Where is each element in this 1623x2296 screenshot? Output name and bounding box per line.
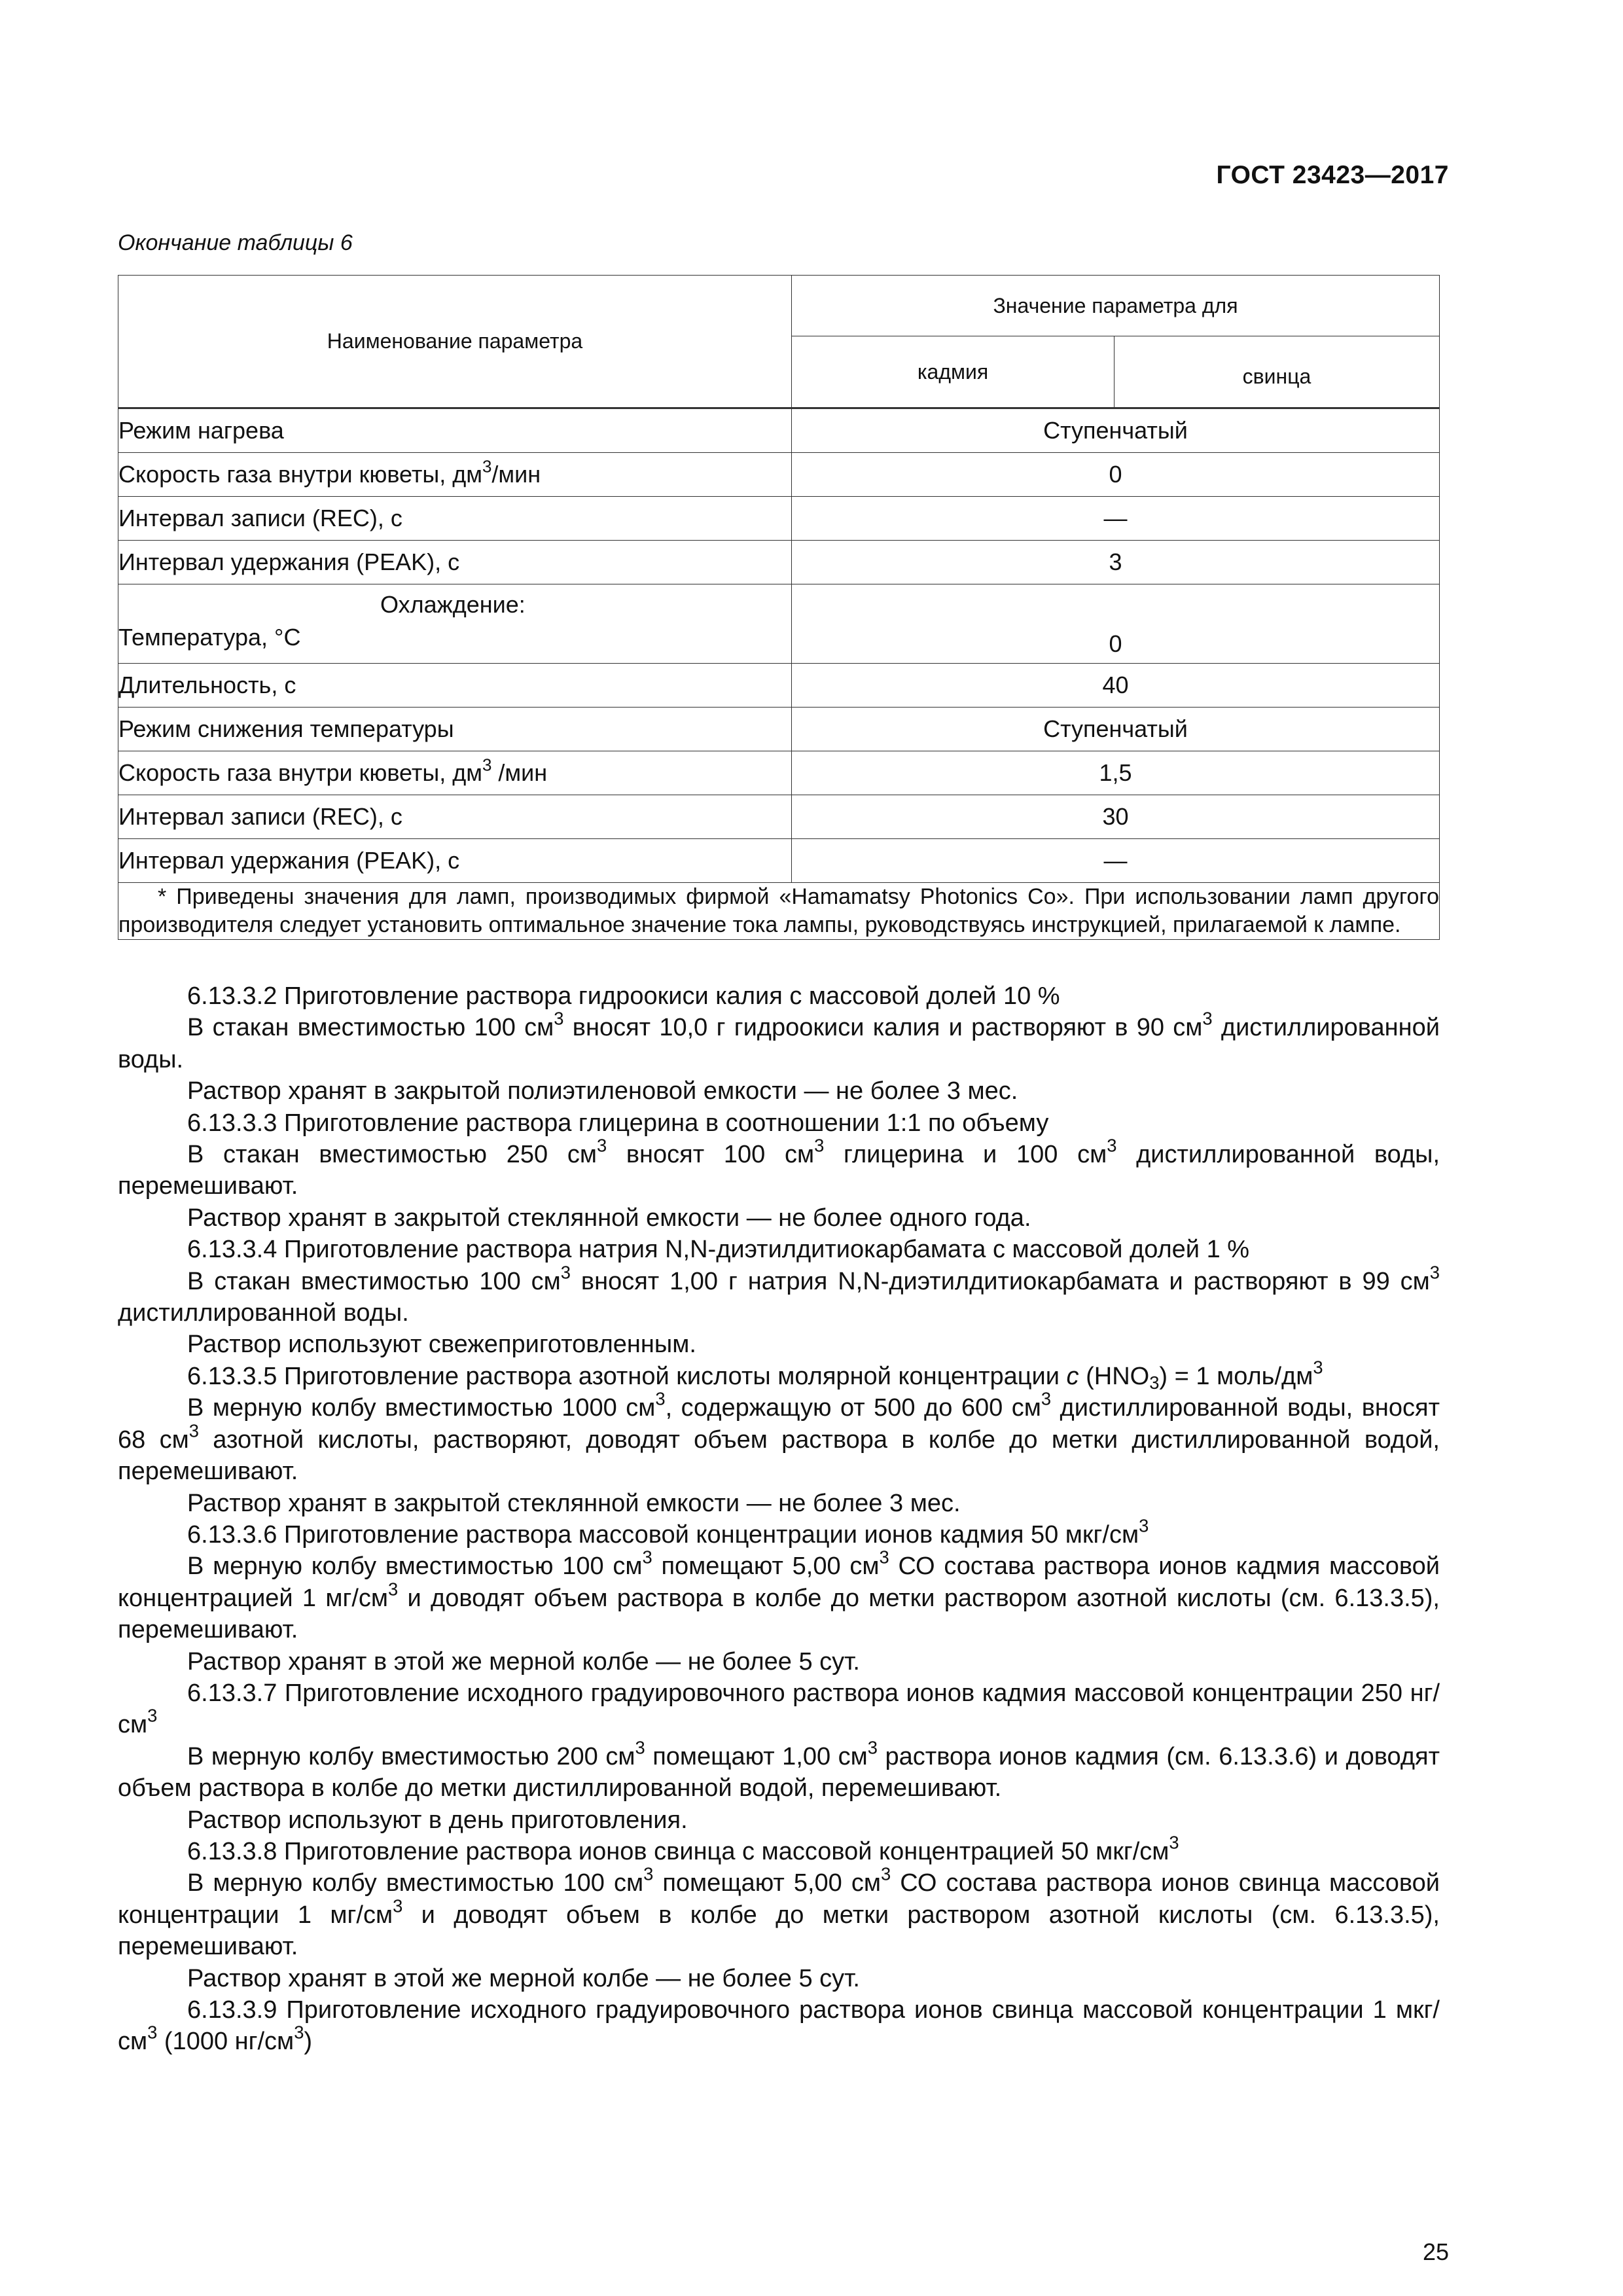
page-number: 25 [1422,2238,1449,2265]
paragraph: В мерную колбу вместимостью 100 $см^3$ помещают 5,00 $см^3$ СО состава раствора ионов свинца массовой концентрации 1 $мг/см^3$ и доводят объем в колбе до метки раствором азотной кислоты (см. 6.13.3.5), перемешивают. [118,1863,1440,1961]
col-header-group: Значение параметра для [792,276,1440,336]
param-name: Интервал удержания (PEAK), с [118,839,792,883]
table-row [118,664,1440,708]
parameters-table [118,275,1440,940]
col-header-name: Наименование параметра [118,276,792,408]
paragraph: Раствор хранят в закрытой стеклянной емкости — не более одного года. [187,1204,1031,1232]
section-heading: 6.13.3.9 Приготовление исходного градуировочного раствора ионов свинца массовой концентрации 1 мкг/$см^3$ (1000 $нг/см^3$) [118,1996,1440,2056]
paragraph: Раствор используют в день приготовления. [187,1806,688,1834]
section-heading: 6.13.3.3 Приготовление раствора глицерина в соотношении 1:1 по объему [187,1109,1049,1137]
table-footnote-row [118,883,1440,940]
table-row [118,453,1440,497]
param-value: 1,5 [792,751,1440,795]
table-row [118,497,1440,541]
section-heading: 6.13.3.7 Приготовление исходного градуировочного раствора ионов кадмия массовой концентрации 250 $нг/см^3$ [118,1679,1440,1739]
section-heading: 6.13.3.6 Приготовление раствора массовой концентрации ионов кадмия 50 мкг/$см^3$ [187,1515,1149,1549]
paragraph: В стакан вместимостью 250 $см^3$ вносят 100 $см^3$ глицерина и 100 $см^3$ дистиллированной воды, перемешивают. [118,1135,1440,1200]
param-value: 3 [792,541,1440,584]
param-name: Скорость газа внутри кюветы, $дм^3$/мин [118,453,792,497]
paragraph: Раствор хранят в закрытой стеклянной емкости — не более 3 мес. [187,1489,961,1517]
param-value: 40 [792,664,1440,708]
section-heading: 6.13.3.5 Приготовление раствора азотной кислоты молярной концентрации c $(HNO_3) = 1$ моль/$дм^3$ [187,1357,1323,1393]
param-name: Интервал записи (REC), с [118,497,792,541]
paragraph: Раствор используют свежеприготовленным. [187,1331,696,1359]
col-header-lead: свинца [1115,336,1440,408]
paragraph: В мерную колбу вместимостью 100 $см^3$ помещают 5,00 $см^3$ СО состава раствора ионов кадмия массовой концентрацией 1 $мг/см^3$ и доводят объем раствора в колбе до метки раствором азотной кислоты (см. 6.13.3.5), перемешивают. [118,1547,1440,1644]
standard-designation: ГОСТ 23423—2017 [1216,161,1449,189]
paragraph: В мерную колбу вместимостью 1000 $см^3$, содержащую от 500 до 600 $см^3$ дистиллированной воды, вносят 68 $см^3$ азотной кислоты, растворяют, доводят объем раствора в колбе до метки дистиллированной водой, перемешивают. [118,1388,1440,1486]
param-name: Интервал удержания (PEAK), с [118,541,792,584]
param-name: Интервал записи (REC), с [118,795,792,839]
table-row [118,751,1440,795]
section-heading: 6.13.3.2 Приготовление раствора гидроокиси калия с массовой долей 10 % [187,982,1060,1010]
table-row [118,584,1440,664]
param-value: 0 [792,584,1440,664]
param-name: Охлаждение: Температура, °C [118,584,792,664]
paragraph: В стакан вместимостью 100 $см^3$ вносят 1,00 г натрия N,N-диэтилдитиокарбамата и растворяют в 99 $см^3$ дистиллированной воды. [118,1262,1440,1327]
section-heading: 6.13.3.8 Приготовление раствора ионов свинца с массовой концентрацией 50 мкг/$см^3$ [187,1832,1179,1865]
param-value: — [792,497,1440,541]
param-value: Ступенчатый [792,408,1440,453]
paragraph: Раствор хранят в этой же мерной колбе — не более 5 сут. [187,1647,860,1676]
paragraph: В стакан вместимостью 100 $см^3$ вносят 10,0 г гидроокиси калия и растворяют в 90 $см^3$ дистиллированной воды. [118,1009,1440,1073]
paragraph: В мерную колбу вместимостью 200 $см^3$ помещают 1,00 $см^3$ раствора ионов кадмия (см. 6.13.3.6) и доводят объем раствора в колбе до метки дистиллированной водой, перемешивают. [118,1737,1440,1803]
cooling-title: Охлаждение: [380,591,526,618]
param-name: Скорость газа внутри кюветы, $дм^3$ /мин [118,751,792,795]
param-name: Режим нагрева [118,408,792,453]
table-row [118,839,1440,883]
param-value: Ступенчатый [792,708,1440,751]
param-value: 30 [792,795,1440,839]
col-header-cadmium: кадмия [792,336,1115,408]
param-value: — [792,839,1440,883]
param-name: Режим снижения температуры [118,708,792,751]
table-row [118,541,1440,584]
section-heading: 6.13.3.4 Приготовление раствора натрия N,N-диэтилдитиокарбамата с массовой долей 1 % [187,1236,1250,1264]
paragraph: Раствор хранят в этой же мерной колбе — не более 5 сут. [187,1964,860,1992]
body-text [118,980,1440,2058]
table-footnote: * Приведены значения для ламп, производимых фирмой «Hamamatsy Photonics Co». При использовании ламп другого производителя следует установить оптимальное значение тока лампы, руководствуясь инструкцией, прилагаемой к лампе. [118,883,1440,940]
table-row [118,708,1440,751]
paragraph: Раствор хранят в закрытой полиэтиленовой емкости — не более 3 мес. [187,1077,1018,1105]
param-name: Длительность, с [118,664,792,708]
table-row [118,795,1440,839]
table-caption: Окончание таблицы 6 [118,230,353,255]
param-value: 0 [792,453,1440,497]
table-row [118,408,1440,453]
